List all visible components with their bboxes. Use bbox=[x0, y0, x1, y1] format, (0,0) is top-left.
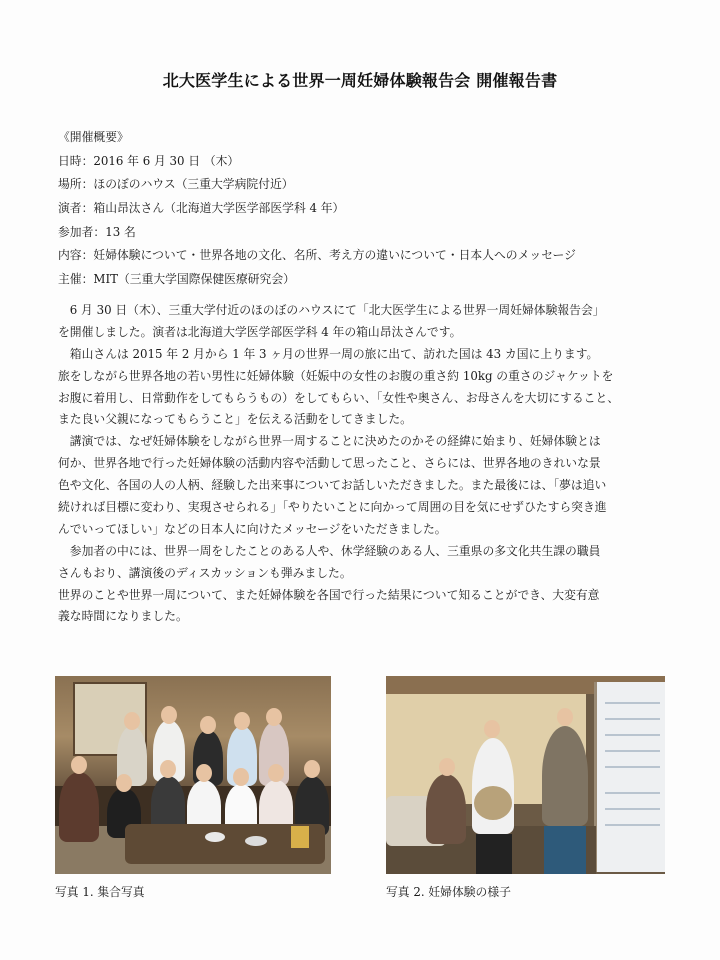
body-line: 箱山さんは 2015 年 2 月から 1 年 3 ヶ月の世界一周の旅に出て、訪れた国は 43 カ国に上ります。 bbox=[58, 346, 599, 361]
overview-place: 場所：ほのぼのハウス（三重大学病院付近） bbox=[58, 177, 294, 192]
overview-content: 内容：妊婦体験について・世界各地の文化、名所、考え方の違いについて・日本人へのメッセージ bbox=[58, 248, 576, 263]
body-line: んでいってほしい」などの日本人に向けたメッセージをいただきました。 bbox=[58, 521, 447, 536]
overview-host: 主催：MIT（三重大学国際保健医療研究会） bbox=[58, 272, 295, 287]
photo-caption: 写真 2. 妊婦体験の様子 bbox=[386, 885, 511, 899]
overview-speaker: 演者：箱山昂汰さん（北海道大学医学部医学科 4 年） bbox=[58, 201, 345, 216]
body-line: お腹に着用し、日常動作をしてもらうもの）をしてもらい、「女性や奥さん、お母さんを大切にすること、 bbox=[58, 390, 620, 405]
overview-heading: 《開催概要》 bbox=[58, 130, 129, 144]
body-line: 何か、世界各地で行った妊婦体験の活動内容や活動して思ったこと、さらには、世界各地のきれいな景 bbox=[58, 456, 601, 471]
body-line: 講演では、なぜ妊婦体験をしながら世界一周することに決めたのかその経緯に始まり、妊婦体験とは bbox=[58, 434, 601, 449]
body-line: 旅をしながら世界各地の若い男性に妊婦体験（妊娠中の女性のお腹の重さ約 10kg の重さのジャケットを bbox=[58, 368, 614, 383]
body-line: 世界のことや世界一周について、また妊婦体験を各国で行った結果について知ることができ、大変有意 bbox=[58, 587, 600, 602]
body-line: 参加者の中には、世界一周をしたことのある人や、休学経験のある人、三重県の多文化共生課の職員 bbox=[58, 543, 601, 558]
group-photo bbox=[55, 676, 331, 874]
photo-caption: 写真 1. 集合写真 bbox=[55, 885, 145, 899]
report-body bbox=[58, 300, 688, 628]
body-line: 6 月 30 日（木）、三重大学付近のほのぼのハウスにて「北大医学生による世界一周妊婦体験報告会」 bbox=[58, 303, 605, 317]
overview-date: 日時：2016 年 6 月 30 日 （木） bbox=[58, 153, 240, 168]
body-line: さんもおり、講演後のディスカッションも弾みました。 bbox=[58, 565, 352, 580]
body-line: また良い父親になってもらうこと」を伝える活動をしてきました。 bbox=[58, 412, 412, 427]
pregnancy-experience-photo bbox=[386, 676, 665, 874]
body-line: 義な時間になりました。 bbox=[58, 609, 188, 624]
body-line: 色や文化、各国の人の人柄、経験した出来事についてお話しいただきました。また最後には、「夢は追い bbox=[58, 478, 607, 493]
document-title: 北大医学生による世界一周妊婦体験報告会 開催報告書 bbox=[162, 71, 558, 90]
overview-participants: 参加者：13 名 bbox=[58, 224, 136, 239]
body-line: 続ければ目標に変わり、実現させられる」「やりたいことに向かって周囲の目を気にせずひたすら突き進 bbox=[58, 500, 607, 515]
event-overview bbox=[58, 126, 698, 292]
body-line: を開催しました。演者は北海道大学医学部医学科 4 年の箱山昂汰さんです。 bbox=[58, 324, 462, 339]
